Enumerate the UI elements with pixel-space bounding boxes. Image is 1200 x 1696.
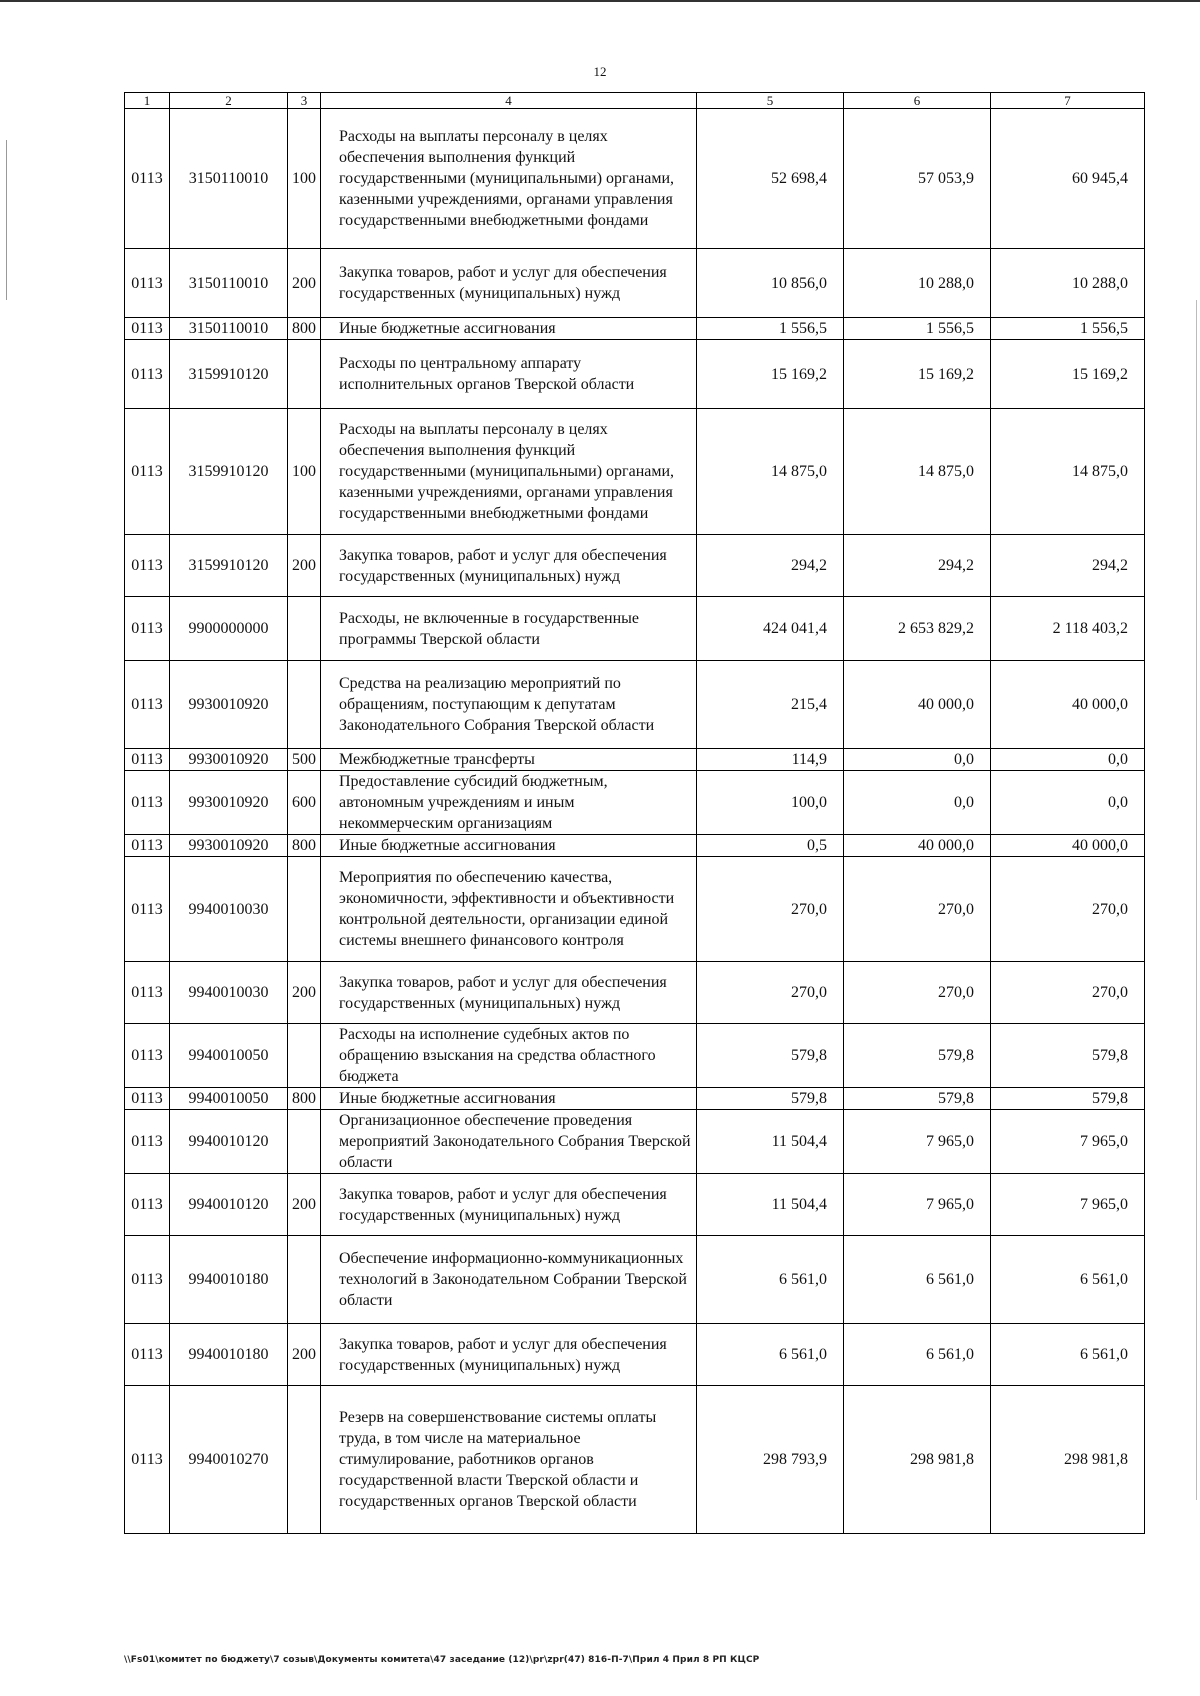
cell-value-3: 270,0 [991,857,1145,962]
cell-expense-type: 100 [288,409,321,535]
cell-section: 0113 [125,835,170,857]
cell-name: Резерв на совершенствование системы оплаты труда, в том числе на материальное стимулирование, работников органов государственной власти Тверской области и государственных органов Тверской области [321,1386,697,1534]
table-row [125,771,1145,835]
cell-value-3: 7 965,0 [991,1174,1145,1236]
cell-value-2: 40 000,0 [844,661,991,749]
table-row [125,1088,1145,1110]
table-row [125,249,1145,318]
cell-expense-type: 200 [288,1174,321,1236]
header-col-6: 6 [844,93,991,109]
cell-code: 3159910120 [170,409,288,535]
cell-section: 0113 [125,109,170,249]
table-row [125,1110,1145,1174]
cell-code: 9930010920 [170,771,288,835]
cell-section: 0113 [125,1024,170,1088]
cell-name: Иные бюджетные ассигнования [321,318,697,340]
cell-name: Мероприятия по обеспечению качества, экономичности, эффективности и объективности контрольной деятельности, организации единой системы внешнего финансового контроля [321,857,697,962]
cell-value-2: 2 653 829,2 [844,597,991,661]
cell-expense-type: 100 [288,109,321,249]
cell-name: Средства на реализацию мероприятий по обращениям, поступающим к депутатам Законодательного Собрания Тверской области [321,661,697,749]
footer-file-path: \\Fs01\комитет по бюджету\7 созыв\Документы комитета\47 заседание (12)\pr\zpr(47) 816-П-7\Прил 4 Прил 8 РП КЦСР [124,1655,760,1665]
cell-value-1: 424 041,4 [697,597,844,661]
cell-expense-type [288,597,321,661]
cell-value-1: 294,2 [697,535,844,597]
cell-value-2: 7 965,0 [844,1174,991,1236]
cell-code: 3150110010 [170,318,288,340]
cell-value-2: 40 000,0 [844,835,991,857]
header-col-4: 4 [321,93,697,109]
cell-name: Расходы на выплаты персоналу в целях обеспечения выполнения функций государственными (муниципальными) органами, казенными учреждениями, органами управления государственными внебюджетными фондами [321,109,697,249]
cell-expense-type [288,1236,321,1324]
cell-name: Предоставление субсидий бюджетным, автономным учреждениям и иным некоммерческим организациям [321,771,697,835]
cell-value-1: 270,0 [697,857,844,962]
table-row [125,1324,1145,1386]
cell-value-3: 579,8 [991,1024,1145,1088]
cell-expense-type: 800 [288,835,321,857]
cell-code: 3150110010 [170,249,288,318]
cell-code: 9940010050 [170,1088,288,1110]
cell-name: Иные бюджетные ассигнования [321,835,697,857]
cell-value-3: 579,8 [991,1088,1145,1110]
cell-value-3: 2 118 403,2 [991,597,1145,661]
table-row [125,1024,1145,1088]
cell-code: 9940010270 [170,1386,288,1534]
cell-value-2: 294,2 [844,535,991,597]
cell-code: 9940010120 [170,1174,288,1236]
cell-value-1: 100,0 [697,771,844,835]
table-row [125,109,1145,249]
cell-value-3: 10 288,0 [991,249,1145,318]
cell-value-3: 40 000,0 [991,835,1145,857]
cell-expense-type: 500 [288,749,321,771]
table-row [125,835,1145,857]
cell-value-1: 11 504,4 [697,1174,844,1236]
cell-value-2: 14 875,0 [844,409,991,535]
cell-section: 0113 [125,661,170,749]
cell-section: 0113 [125,1236,170,1324]
cell-value-2: 270,0 [844,857,991,962]
cell-code: 9940010120 [170,1110,288,1174]
header-col-5: 5 [697,93,844,109]
table-row [125,597,1145,661]
header-col-2: 2 [170,93,288,109]
cell-code: 9940010050 [170,1024,288,1088]
table-row [125,1174,1145,1236]
cell-section: 0113 [125,318,170,340]
cell-value-3: 15 169,2 [991,340,1145,409]
table-body [125,109,1145,1534]
cell-section: 0113 [125,535,170,597]
cell-value-1: 0,5 [697,835,844,857]
cell-value-2: 579,8 [844,1024,991,1088]
header-col-1: 1 [125,93,170,109]
table-row [125,535,1145,597]
cell-name: Расходы на исполнение судебных актов по обращению взыскания на средства областного бюджета [321,1024,697,1088]
cell-value-2: 0,0 [844,771,991,835]
cell-value-1: 14 875,0 [697,409,844,535]
cell-name: Закупка товаров, работ и услуг для обеспечения государственных (муниципальных) нужд [321,962,697,1024]
cell-name: Закупка товаров, работ и услуг для обеспечения государственных (муниципальных) нужд [321,249,697,318]
cell-expense-type [288,661,321,749]
cell-expense-type [288,1024,321,1088]
cell-section: 0113 [125,749,170,771]
cell-name: Иные бюджетные ассигнования [321,1088,697,1110]
cell-value-1: 579,8 [697,1024,844,1088]
cell-code: 9940010180 [170,1236,288,1324]
cell-value-1: 215,4 [697,661,844,749]
cell-expense-type [288,340,321,409]
cell-value-3: 7 965,0 [991,1110,1145,1174]
page-number: 12 [593,64,607,79]
table-row [125,340,1145,409]
cell-value-1: 10 856,0 [697,249,844,318]
cell-expense-type [288,1386,321,1534]
cell-section: 0113 [125,409,170,535]
cell-value-2: 298 981,8 [844,1386,991,1534]
cell-value-3: 0,0 [991,749,1145,771]
cell-expense-type: 200 [288,962,321,1024]
table-row [125,409,1145,535]
cell-value-3: 298 981,8 [991,1386,1145,1534]
cell-section: 0113 [125,249,170,318]
cell-value-3: 0,0 [991,771,1145,835]
cell-section: 0113 [125,597,170,661]
table-row [125,1386,1145,1534]
cell-code: 9940010180 [170,1324,288,1386]
cell-value-1: 270,0 [697,962,844,1024]
cell-name: Организационное обеспечение проведения мероприятий Законодательного Собрания Тверской области [321,1110,697,1174]
cell-value-1: 114,9 [697,749,844,771]
cell-expense-type: 800 [288,1088,321,1110]
table-row [125,857,1145,962]
cell-expense-type: 600 [288,771,321,835]
cell-value-2: 6 561,0 [844,1324,991,1386]
table-row [125,661,1145,749]
cell-value-3: 6 561,0 [991,1236,1145,1324]
cell-expense-type: 200 [288,535,321,597]
cell-section: 0113 [125,340,170,409]
cell-expense-type [288,1110,321,1174]
cell-code: 9900000000 [170,597,288,661]
cell-value-1: 579,8 [697,1088,844,1110]
cell-value-1: 11 504,4 [697,1110,844,1174]
table-row [125,749,1145,771]
cell-expense-type: 200 [288,249,321,318]
cell-code: 9930010920 [170,749,288,771]
cell-value-2: 6 561,0 [844,1236,991,1324]
cell-value-2: 270,0 [844,962,991,1024]
header-col-3: 3 [288,93,321,109]
cell-section: 0113 [125,1174,170,1236]
cell-expense-type: 800 [288,318,321,340]
cell-name: Закупка товаров, работ и услуг для обеспечения государственных (муниципальных) нужд [321,1324,697,1386]
scan-right-mark [1196,300,1197,1500]
cell-code: 9930010920 [170,661,288,749]
cell-name: Закупка товаров, работ и услуг для обеспечения государственных (муниципальных) нужд [321,1174,697,1236]
cell-value-1: 15 169,2 [697,340,844,409]
cell-name: Расходы, не включенные в государственные программы Тверской области [321,597,697,661]
cell-section: 0113 [125,1088,170,1110]
cell-value-1: 1 556,5 [697,318,844,340]
cell-value-1: 6 561,0 [697,1236,844,1324]
cell-section: 0113 [125,857,170,962]
cell-name: Закупка товаров, работ и услуг для обеспечения государственных (муниципальных) нужд [321,535,697,597]
cell-value-2: 15 169,2 [844,340,991,409]
cell-value-3: 14 875,0 [991,409,1145,535]
cell-section: 0113 [125,1324,170,1386]
cell-section: 0113 [125,962,170,1024]
cell-code: 9940010030 [170,962,288,1024]
cell-name: Обеспечение информационно-коммуникационных технологий в Законодательном Собрании Тверской области [321,1236,697,1324]
cell-value-2: 1 556,5 [844,318,991,340]
cell-section: 0113 [125,1110,170,1174]
cell-code: 3150110010 [170,109,288,249]
cell-expense-type: 200 [288,1324,321,1386]
cell-expense-type [288,857,321,962]
scan-left-mark [6,140,7,300]
cell-value-2: 10 288,0 [844,249,991,318]
budget-table [124,92,1145,1534]
cell-value-3: 40 000,0 [991,661,1145,749]
cell-value-3: 1 556,5 [991,318,1145,340]
cell-name: Расходы по центральному аппарату исполнительных органов Тверской области [321,340,697,409]
cell-code: 3159910120 [170,535,288,597]
cell-value-2: 57 053,9 [844,109,991,249]
cell-value-2: 7 965,0 [844,1110,991,1174]
cell-name: Расходы на выплаты персоналу в целях обеспечения выполнения функций государственными (муниципальными) органами, казенными учреждениями, органами управления государственными внебюджетными фондами [321,409,697,535]
cell-section: 0113 [125,1386,170,1534]
cell-value-3: 6 561,0 [991,1324,1145,1386]
table-row [125,1236,1145,1324]
cell-value-3: 60 945,4 [991,109,1145,249]
scan-top-edge [0,0,1200,2]
cell-value-1: 298 793,9 [697,1386,844,1534]
header-row [125,93,1145,109]
table-row [125,318,1145,340]
cell-value-2: 0,0 [844,749,991,771]
cell-value-1: 6 561,0 [697,1324,844,1386]
cell-code: 9930010920 [170,835,288,857]
cell-value-3: 294,2 [991,535,1145,597]
cell-name: Межбюджетные трансферты [321,749,697,771]
cell-section: 0113 [125,771,170,835]
cell-value-3: 270,0 [991,962,1145,1024]
header-col-7: 7 [991,93,1145,109]
table-row [125,962,1145,1024]
cell-value-2: 579,8 [844,1088,991,1110]
cell-code: 9940010030 [170,857,288,962]
cell-code: 3159910120 [170,340,288,409]
cell-value-1: 52 698,4 [697,109,844,249]
